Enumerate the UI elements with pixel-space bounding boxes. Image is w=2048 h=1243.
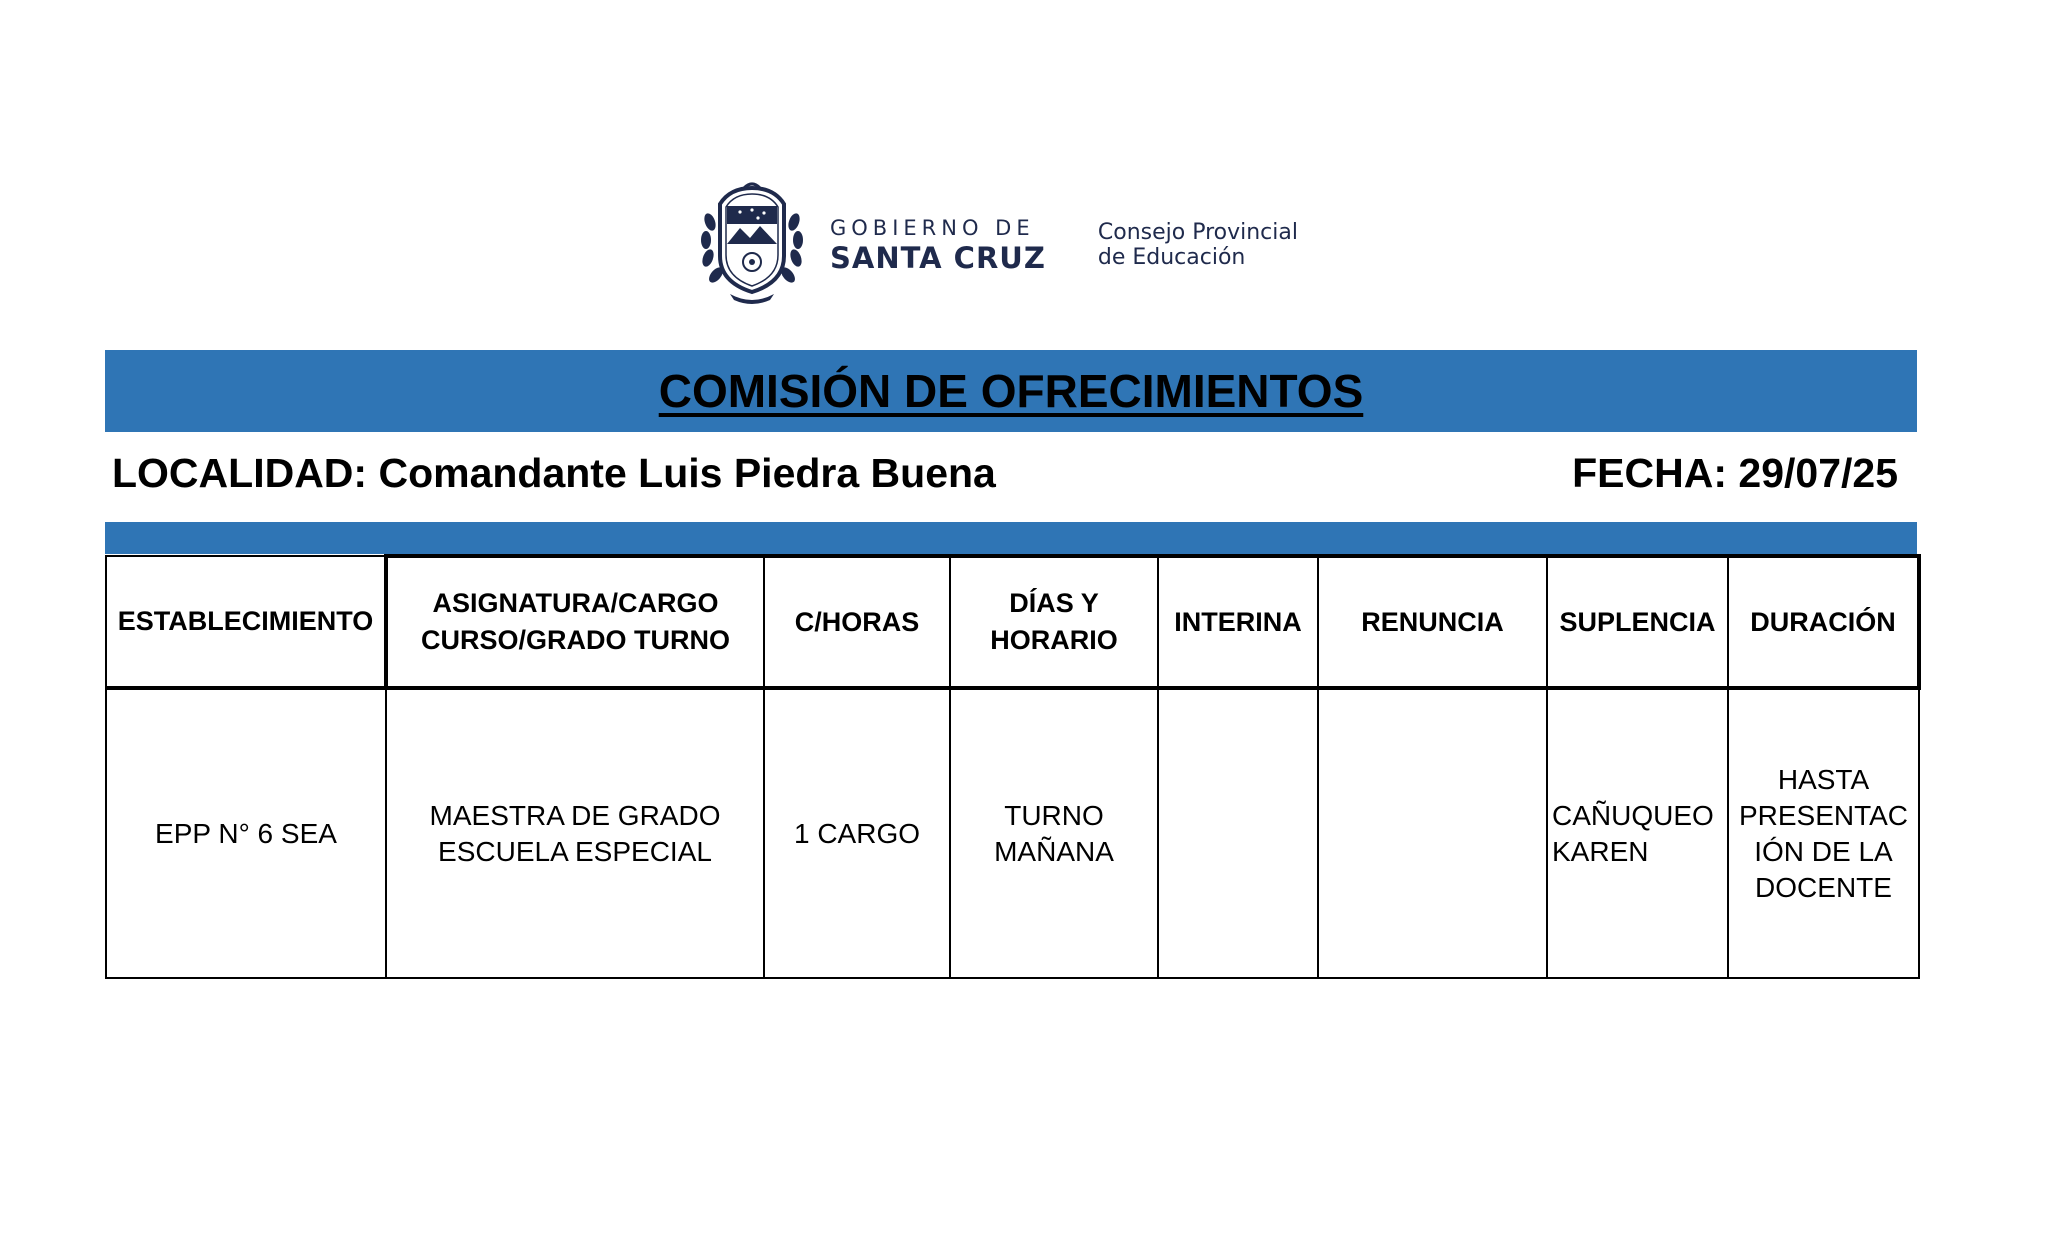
header-suplencia: SUPLENCIA [1547, 556, 1728, 688]
header-interina: INTERINA [1158, 556, 1318, 688]
council-line-2: de Educación [1097, 245, 1246, 270]
gov-top-text: GOBIERNO DE [830, 216, 1035, 240]
header-establecimiento: ESTABLECIMIENTO [106, 556, 386, 688]
gov-bottom-text: SANTA CRUZ [830, 241, 1046, 275]
table-header-row [106, 556, 1919, 688]
cell-interina [1158, 688, 1318, 978]
offers-table [105, 554, 1921, 979]
santa-cruz-seal-icon [700, 182, 804, 308]
fecha-label: FECHA: 29/07/25 [1572, 450, 1898, 496]
title-banner [105, 350, 1917, 432]
cell-suplencia: CAÑUQUEO KAREN [1547, 688, 1728, 978]
table-row [106, 688, 1919, 978]
blue-divider-band [105, 522, 1917, 554]
cell-horas: 1 CARGO [764, 688, 950, 978]
cell-establecimiento: EPP N° 6 SEA [106, 688, 386, 978]
header-asignatura: ASIGNATURA/CARGO CURSO/GRADO TURNO [386, 556, 764, 688]
header-duracion: DURACIÓN [1728, 556, 1919, 688]
government-logo-text [830, 215, 1046, 275]
council-line-1: Consejo Provincial [1097, 220, 1298, 245]
cell-dias: TURNO MAÑANA [950, 688, 1158, 978]
localidad-label: LOCALIDAD: Comandante Luis Piedra Buena [112, 450, 996, 496]
header-renuncia: RENUNCIA [1318, 556, 1547, 688]
cell-duracion: HASTA PRESENTAC IÓN DE LA DOCENTE [1728, 688, 1919, 978]
header-dias: DÍAS Y HORARIO [950, 556, 1158, 688]
cell-renuncia [1318, 688, 1547, 978]
cell-asignatura: MAESTRA DE GRADO ESCUELA ESPECIAL [386, 688, 764, 978]
document-header [700, 180, 1298, 310]
page-title: COMISIÓN DE OFRECIMIENTOS [658, 365, 1364, 417]
council-text [1098, 220, 1298, 270]
header-horas: C/HORAS [764, 556, 950, 688]
